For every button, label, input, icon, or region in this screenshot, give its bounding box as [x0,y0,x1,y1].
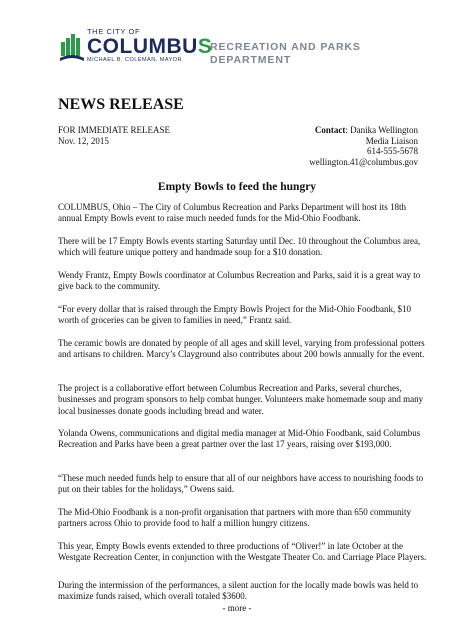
body-paragraph: Wendy Frantz, Empty Bowls coordinator at Columbus Recreation and Parks, said it is a great way to give back to the community. [58,270,421,292]
contact-info [309,125,418,167]
contact-role: Media Liaison [365,135,418,146]
contact-email: wellington.41@columbus.gov [309,156,418,167]
release-type: FOR IMMEDIATE RELEASE [58,125,170,135]
city-logo-icon [60,32,84,62]
release-date: Nov. 12, 2015 [58,135,109,146]
release-info [58,125,170,146]
body-paragraph: During the intermission of the performances, a silent auction for the locally made bowls was held to maximize funds raised, which overall totaled $3600. [58,580,419,602]
body-paragraph: There will be 17 Empty Bowls events starting Saturday until Dec. 10 throughout the Columbus area, which will feature unique pottery and handmade soup for a $10 donation. [58,236,421,258]
the-city-of-label: THE CITY OF [87,27,141,36]
mayor-label: MICHAEL B. COLEMAN, MAYOR [87,57,183,63]
body-paragraph: Yolanda Owens, communications and digital media manager at Mid-Ohio Foodbank, said Columbus Recreation and Parks have been a great partner over the last 17 years, raising over $193,000. [58,428,421,450]
body-paragraph: The Mid-Ohio Foodbank is a non-profit organisation that partners with more than 650 community partners across Ohio to provide food to half a million hungry citizens. [58,507,412,529]
news-release-title: NEWS RELEASE [58,96,184,113]
contact-name: : Danika Wellington [345,125,418,135]
department-name: RECREATION AND PARKS DEPARTMENT [210,41,361,66]
contact-phone: 614-555-5678 [367,146,418,156]
body-paragraph: “For every dollar that is raised through the Empty Bowls Project for the Mid-Ohio Foodbank, $10 worth of groceries can be given to families in need,” Frantz said. [58,304,411,326]
body-paragraph: This year, Empty Bowls events extended to three productions of “Oliver!” in late October at the Westgate Recreation Center, in conjunction with the Westgate Theater Co. and Carriage Place Players. [58,541,427,563]
more-indicator: - more - [222,603,252,613]
body-paragraph: The project is a collaborative effort between Columbus Recreation and Parks, several churches, businesses and program sponsors to help combat hunger. Volunteers make homemade soup and many local businesses donate goods including bread and water. [58,383,424,416]
city-wordmark [87,28,212,64]
contact-label: Contact [314,125,346,135]
body-paragraph: “These much needed funds help to ensure that all of our neighbors have access to nourishing foods to put on their tables for the holidays,” Owens said. [58,473,424,495]
body-paragraph: COLUMBUS, Ohio – The City of Columbus Recreation and Parks Department will host its 18th annual Empty Bowls event to raise much needed funds for the Mid-Ohio Foodbank. [58,202,407,224]
columbus-wordmark: COLUMBUS [87,35,213,58]
body-paragraph: The ceramic bowls are donated by people of all ages and skill level, varying from professional potters and artisans to children. Marcy’s Clayground also contributes about 200 bowls annually for the event. [58,338,425,360]
headline: Empty Bowls to feed the hungry [157,181,317,193]
letterhead [60,24,430,76]
